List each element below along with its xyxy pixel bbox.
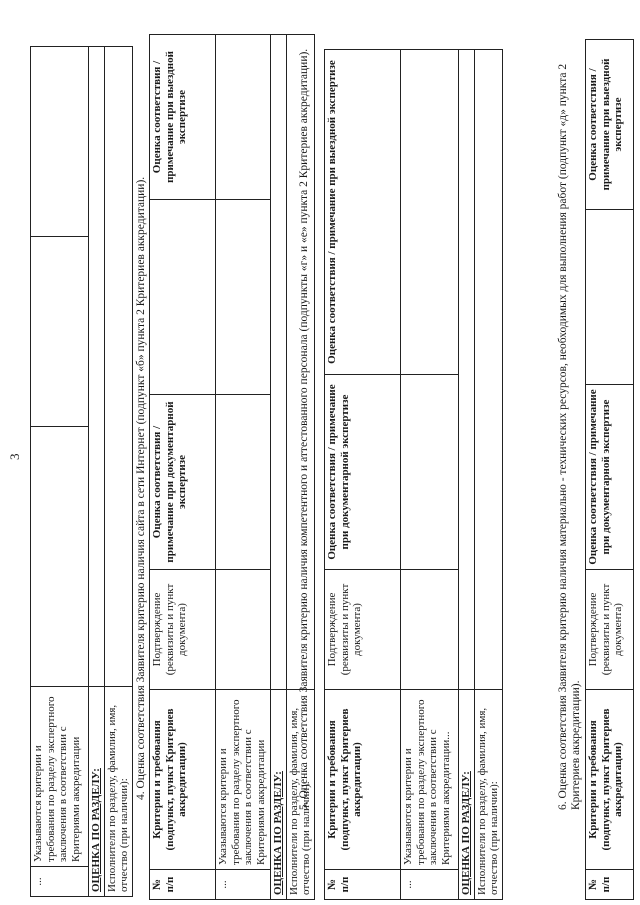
executor-value (474, 50, 502, 690)
executor-label: Исполнители по разделу, фамилия, имя, отчество (при наличии): (104, 687, 132, 897)
col-header-criteria: Критерии и требования (подпункт, пункт Критериев аккредитации) (150, 690, 216, 870)
criteria-cell: Указываются критерии и требования по разделу экспертного заключения в соответствии с Критериями аккредитации... (401, 690, 459, 870)
score-label: ОЦЕНКА ПО РАЗДЕЛУ: (89, 687, 105, 897)
empty-cell (216, 200, 271, 395)
confirmation-cell (216, 570, 271, 690)
confirmation-cell (31, 427, 89, 687)
col-header-num: № п/п (150, 870, 216, 900)
row-number: ... (31, 867, 89, 897)
col-header-num: № п/п (325, 870, 401, 900)
continuation-table (30, 46, 133, 897)
col-header-confirm: Подтверждение (реквизиты и пункт документа) (586, 570, 634, 690)
executor-row (474, 50, 502, 900)
col-header-site-exam: Оценка соответствия / примечание при выездной экспертизе (150, 35, 216, 200)
col-header-confirm: Подтверждение (реквизиты и пункт документа) (150, 570, 216, 690)
section5-table (324, 49, 503, 900)
doc-exam-cell (31, 237, 89, 427)
table-row (216, 35, 271, 900)
executor-label: Исполнители по разделу, фамилия, имя, отчество (при наличии): (474, 690, 502, 900)
row-number: ... (216, 870, 271, 900)
col-header-site-exam: Оценка соответствия / примечание при выездной экспертизе (325, 50, 401, 375)
doc-exam-cell (401, 375, 459, 570)
header-row (586, 40, 634, 900)
col-header-empty (150, 200, 216, 395)
executor-label: Исполнители по разделу, фамилия, имя, отчество (при наличии): (286, 690, 314, 900)
score-value (271, 35, 287, 690)
site-exam-cell (31, 47, 89, 237)
col-header-num: № п/п (586, 870, 634, 900)
table-row (31, 47, 89, 897)
header-row (325, 50, 401, 900)
col-header-confirm: Подтверждение (реквизиты и пункт документа) (325, 570, 401, 690)
section6-heading: 6. Оценка соответствия Заявителя критерию наличия материально - технических ресурсов, необходимых для выполнения работ (подпункт «д» пункта 2 Критериев аккредитации). (557, 63, 582, 810)
col-header-doc-exam: Оценка соответствия / примечание при документарной экспертизе (586, 385, 634, 570)
criteria-cell: Указываются критерии и требования по разделу экспертного заключения в соответствии с Критериями аккредитации (31, 687, 89, 867)
score-row (459, 50, 475, 900)
col-header-criteria: Критерии и требования (подпункт, пункт Критериев аккредитации) (586, 690, 634, 870)
section4-heading: 4. Оценка соответствия Заявителя критерию наличия сайта в сети Интернет (подпункт «б» пункта 2 Критериев аккредитации). (135, 176, 147, 800)
score-row (89, 47, 105, 897)
header-row (150, 35, 216, 900)
criteria-cell: Указываются критерии и требования по разделу экспертного заключения в соответствии с Критериями аккредитации (216, 690, 271, 870)
col-header-doc-exam: Оценка соответствия / примечание при документарной экспертизе (150, 395, 216, 570)
row-number: ... (401, 870, 459, 900)
col-header-doc-exam: Оценка соответствия / примечание при документарной экспертизе (325, 375, 401, 570)
site-exam-cell (216, 35, 271, 200)
section6-table (585, 39, 634, 900)
score-value (89, 47, 105, 687)
score-label: ОЦЕНКА ПО РАЗДЕЛУ: (459, 690, 475, 900)
score-value (459, 50, 475, 690)
page-number: 3 (7, 453, 22, 460)
score-label: ОЦЕНКА ПО РАЗДЕЛУ: (271, 690, 287, 900)
score-row (271, 35, 287, 900)
site-exam-cell (401, 50, 459, 375)
col-header-criteria: Критерии и требования (подпункт, пункт Критериев аккредитации) (325, 690, 401, 870)
section5-heading: 5. Оценка соответствия Заявителя критерию наличия компетентного и аттестованного персонала (подпункты «г» и «е» пункта 2 Критериев аккредитации). (298, 48, 310, 810)
table-row (401, 50, 459, 900)
executor-value (104, 47, 132, 687)
col-header-site-exam: Оценка соответствия / примечание при выездной экспертизе (586, 40, 634, 210)
col-header-empty (586, 210, 634, 385)
doc-exam-cell (216, 395, 271, 570)
confirmation-cell (401, 570, 459, 690)
section4-table (149, 34, 315, 900)
executor-row (104, 47, 132, 897)
